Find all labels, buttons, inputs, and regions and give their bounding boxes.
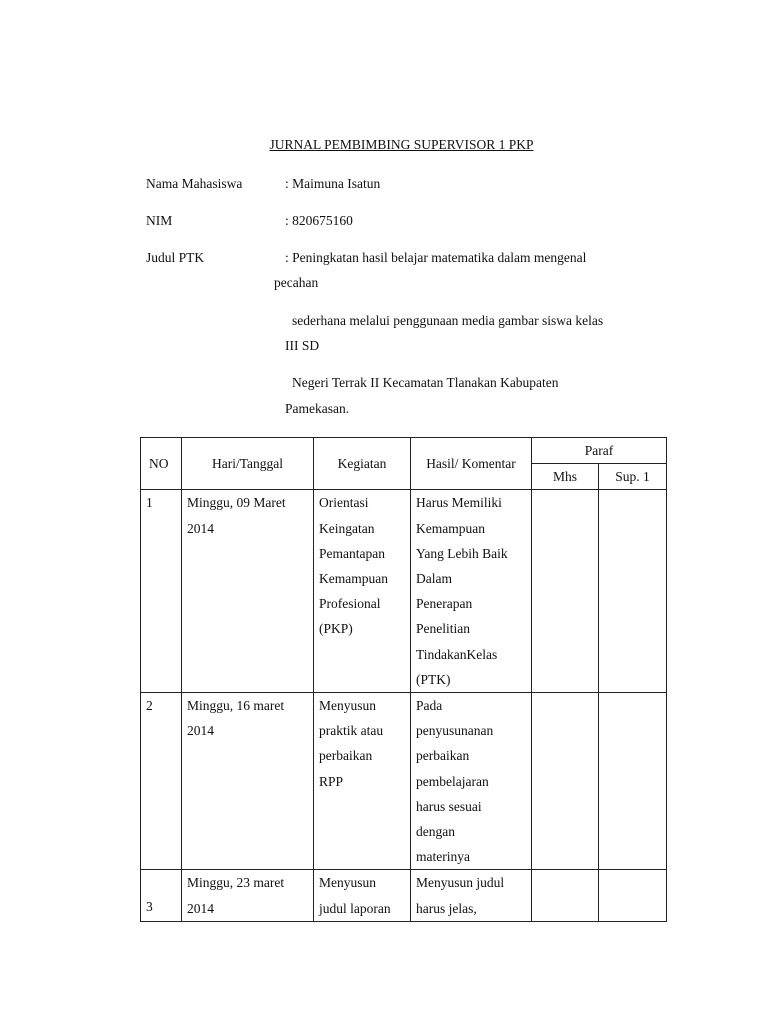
cell-paraf-sup	[599, 870, 667, 921]
cell-text: (PTK)	[416, 671, 451, 687]
judul-label: Judul PTK	[146, 250, 205, 265]
cell-text: praktik atau	[319, 723, 384, 739]
header-hari-tanggal: Hari/Tanggal	[182, 438, 314, 490]
cell-text: 2014	[187, 900, 214, 916]
cell-kegiatan	[314, 870, 411, 921]
cell-text: Minggu, 23 maret	[187, 875, 285, 891]
header-mhs: Mhs	[532, 464, 599, 490]
cell-text: Minggu, 09 Maret	[187, 495, 286, 511]
cell-text: penyusunanan	[416, 723, 494, 739]
cell-text: Harus Memiliki	[416, 495, 502, 511]
cell-hasil-komentar	[411, 490, 532, 693]
cell-text: dengan	[416, 824, 455, 840]
cell-text: Penelitian	[416, 621, 470, 637]
cell-text: materinya	[416, 849, 470, 865]
cell-text: pembelajaran	[416, 773, 489, 789]
nama-value: : Maimuna Isatun	[285, 176, 381, 191]
cell-text: harus sesuai	[416, 798, 482, 814]
cell-text: Menyusun	[319, 875, 376, 891]
cell-text: 2014	[187, 520, 214, 536]
cell-hari-tanggal	[182, 490, 314, 693]
nama-label: Nama Mahasiswa	[146, 176, 243, 191]
cell-paraf-sup	[599, 693, 667, 870]
cell-text: Yang Lebih Baik	[416, 545, 508, 561]
cell-text: Keingatan	[319, 520, 375, 536]
cell-paraf-sup	[599, 490, 667, 693]
header-paraf: Paraf	[532, 438, 667, 464]
nim-value: : 820675160	[285, 213, 353, 228]
table-row	[141, 490, 667, 693]
header-no: NO	[141, 438, 182, 490]
cell-hari-tanggal	[182, 870, 314, 921]
header-hasil-komentar: Hasil/ Komentar	[411, 438, 532, 490]
cell-text: Minggu, 16 maret	[187, 698, 285, 714]
cell-text: (PKP)	[319, 621, 353, 637]
cell-text: perbaikan	[319, 748, 373, 764]
header-sup: Sup. 1	[599, 464, 667, 490]
judul-line: : Peningkatan hasil belajar matematika dalam mengenal	[285, 250, 587, 265]
judul-line: Negeri Terrak II Kecamatan Tlanakan Kabupaten	[292, 375, 559, 390]
cell-no: 2	[141, 693, 182, 870]
judul-line: III SD	[285, 338, 320, 353]
cell-no: 3	[141, 870, 182, 921]
table-header-row	[141, 438, 667, 464]
cell-text: Dalam	[416, 571, 452, 587]
judul-line: Pamekasan.	[285, 401, 350, 416]
cell-hasil-komentar	[411, 693, 532, 870]
cell-text: judul laporan	[319, 900, 391, 916]
header-kegiatan: Kegiatan	[314, 438, 411, 490]
cell-paraf-mhs	[532, 693, 599, 870]
cell-kegiatan	[314, 693, 411, 870]
cell-no: 1	[141, 490, 182, 693]
cell-text: Penerapan	[416, 596, 473, 612]
cell-text: Orientasi	[319, 495, 369, 511]
nim-label: NIM	[146, 213, 173, 228]
cell-text: Profesional	[319, 596, 381, 612]
cell-text: TindakanKelas	[416, 646, 498, 662]
cell-text: Pemantapan	[319, 545, 385, 561]
cell-text: Kemampuan	[416, 520, 485, 536]
cell-hasil-komentar	[411, 870, 532, 921]
judul-line: sederhana melalui penggunaan media gambar siswa kelas	[292, 313, 604, 328]
cell-text: harus jelas,	[416, 900, 477, 916]
journal-table	[140, 437, 667, 922]
cell-text: perbaikan	[416, 748, 470, 764]
cell-text: Pada	[416, 698, 443, 714]
cell-paraf-mhs	[532, 870, 599, 921]
cell-text: Menyusun judul	[416, 875, 505, 891]
cell-text: RPP	[319, 773, 344, 789]
judul-line: pecahan	[274, 275, 319, 290]
table-row	[141, 870, 667, 921]
cell-paraf-mhs	[532, 490, 599, 693]
cell-text: Kemampuan	[319, 571, 388, 587]
cell-hari-tanggal	[182, 693, 314, 870]
cell-text: 2014	[187, 723, 214, 739]
table-row	[141, 693, 667, 870]
cell-text: Menyusun	[319, 698, 376, 714]
document-title: JURNAL PEMBIMBING SUPERVISOR 1 PKP	[269, 137, 534, 152]
cell-kegiatan	[314, 490, 411, 693]
